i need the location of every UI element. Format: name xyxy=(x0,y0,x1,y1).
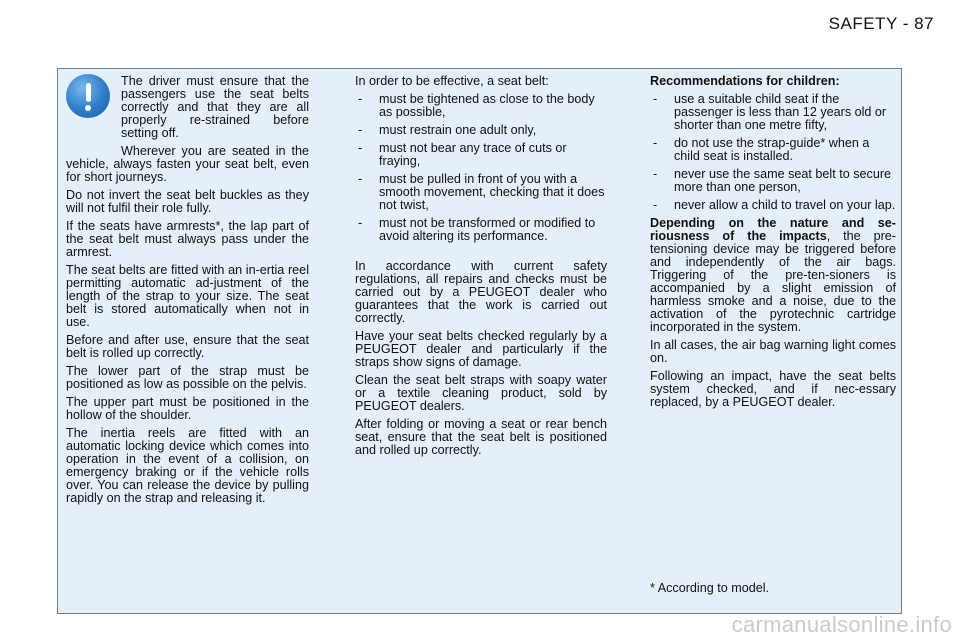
footnote: * According to model. xyxy=(650,581,770,595)
list-item: - must not be transformed or modified to avoid altering its performance. xyxy=(355,217,607,243)
list-item: - must restrain one adult only, xyxy=(355,124,607,137)
paragraph-pretensioner xyxy=(650,217,896,334)
column-right xyxy=(650,75,896,414)
paragraph-invert: Do not invert the seat belt buckles as they will not fulfil their role fully. xyxy=(66,188,309,215)
paragraph-lower-strap: The lower part of the strap must be positioned as low as possible on the pelvis. xyxy=(66,364,309,391)
paragraph-upper-strap: The upper part must be positioned in the hollow of the shoulder. xyxy=(66,395,309,422)
paragraph-before-after: Before and after use, ensure that the seat belt is rolled up correctly. xyxy=(66,333,309,360)
list-item: - must not bear any trace of cuts or fraying, xyxy=(355,142,607,168)
paragraph-checked: Have your seat belts checked regularly by a PEUGEOT dealer and particularly if the straps show signs of damage. xyxy=(355,329,607,369)
children-heading: Recommendations for children: xyxy=(650,74,840,88)
list-item: - do not use the strap-guide* when a child seat is installed. xyxy=(650,137,896,163)
paragraph-airbag-warning: In all cases, the air bag warning light comes on. xyxy=(650,338,896,365)
paragraph-inertia: The seat belts are fitted with an in-ertia reel permitting automatic ad-justment of the length of the strap to your size. The seat belt is stored automatically when not in use. xyxy=(66,263,309,329)
list-item: - use a suitable child seat if the passenger is less than 12 years old or shorter than one metre fifty, xyxy=(650,93,896,132)
paragraph-seated: Wherever you are seated in the vehicle, always fasten your seat belt, even for short journeys. xyxy=(66,144,309,184)
column-middle xyxy=(355,75,607,462)
intro-paragraph: The driver must ensure that the passengers use the seat belts correctly and that they are all properly re-strained before setting off. xyxy=(121,74,309,140)
list-item: - must be tightened as close to the body as possible, xyxy=(355,93,607,119)
seatbelt-requirements-list xyxy=(355,93,607,243)
paragraph-regulations: In accordance with current safety regulations, all repairs and checks must be carried out by a PEUGEOT dealer who guarantees that the work is carried out correctly. xyxy=(355,259,607,325)
column-left xyxy=(66,75,309,510)
paragraph-armrests: If the seats have armrests*, the lap part of the seat belt must always pass under the armrest. xyxy=(66,219,309,259)
paragraph-inertia-reels: The inertia reels are fitted with an automatic locking device which comes into operation in the event of a collision, on emergency braking or if the vehicle rolls over. You can release the device by pulling rapidly on the strap and releasing it. xyxy=(66,426,309,505)
list-item: - never allow a child to travel on your lap. xyxy=(650,199,896,212)
page-title: SAFETY - 87 xyxy=(828,14,934,33)
paragraph-cleaning: Clean the seat belt straps with soapy water or a textile cleaning product, sold by PEUGEOT dealers. xyxy=(355,373,607,413)
list-item: - must be pulled in front of you with a smooth movement, checking that it does not twist, xyxy=(355,173,607,212)
watermark: carmanualsonline.info xyxy=(731,612,952,637)
pretensioner-rest: , the pre-tensioning device may be triggered before and independently of the air bags. Triggering of the pre-ten-sioners is accompanied by a slight emission of harmless smoke and a noise, due to the activation of the pyrotechnic cartridge incorporated in the system. xyxy=(650,229,896,334)
pretensioner-bold: Depending on the nature and se-riousness of the impacts xyxy=(650,216,896,243)
content-panel xyxy=(57,68,902,614)
paragraph-after-impact: Following an impact, have the seat belts system checked, and if nec-essary replaced, by a PEUGEOT dealer. xyxy=(650,369,896,409)
paragraph-folding: After folding or moving a seat or rear bench seat, ensure that the seat belt is positioned and rolled up correctly. xyxy=(355,417,607,457)
children-recommendations-list xyxy=(650,93,896,212)
seatbelt-intro: In order to be effective, a seat belt: xyxy=(355,74,549,88)
list-item: - never use the same seat belt to secure more than one person, xyxy=(650,168,896,194)
